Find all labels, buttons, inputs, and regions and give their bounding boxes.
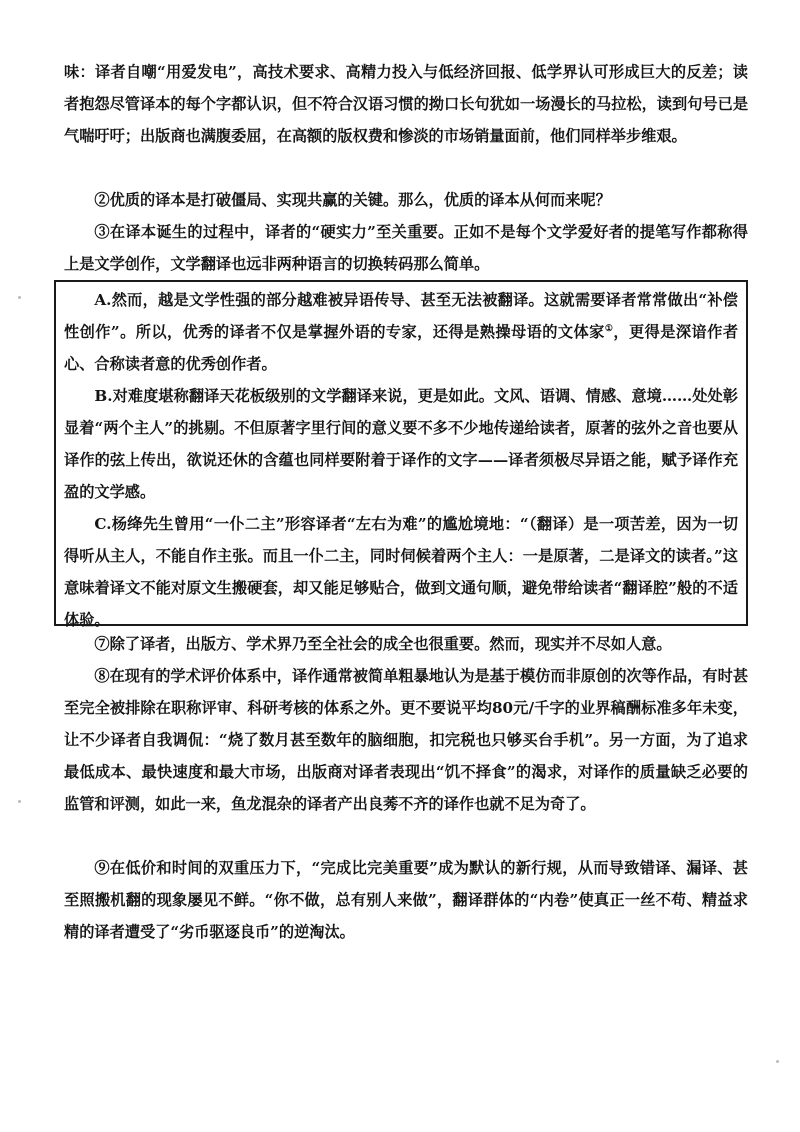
paragraph-9: ⑨在低价和时间的双重压力下，“完成比完美重要”成为默认的新行规，从而导致错译、漏译、甚至照搬机翻的现象屡见不鲜。“你不做，总有别人来做”，翻译群体的“内卷”使真正一丝不苟、精益求精的译者遭受了“劣币驱逐良币”的逆淘汰。 [64, 859, 748, 941]
scan-speck [18, 800, 21, 803]
option-a-tail: ，更得是深谙作者心、合称读者意的优秀创作者。 [64, 323, 739, 373]
option-a [64, 284, 738, 380]
scan-speck [18, 296, 21, 299]
paragraph-2: ②优质的译本是打破僵局、实现共赢的关键。那么，优质的译本从何而来呢？ [94, 191, 611, 209]
footnote-marker: ① [604, 323, 614, 334]
paragraph-8: ⑧在现有的学术评价体系中，译作通常被简单粗暴地认为是基于模仿而非原创的次等作品，有时甚至完全被排除在职称评审、科研考核的体系之外。更不要说平均80元/千字的业界稿酬标准多年未变，让不少译者自我调侃：“烧了数月甚至数年的脑细胞，扣完税也只够买台手机”。另一方面，为了追求最低成本、最快速度和最大市场，出版商对译者表现出“饥不择食”的渴求，对译作的质量缺乏必要的监管和评测，如此一来，鱼龙混杂的译者产出良莠不齐的译作也就不足为奇了。 [64, 667, 748, 813]
option-b: B.对难度堪称翻译天花板级别的文学翻译来说，更是如此。文风、语调、情感、意境……处处彰显着“两个主人”的挑剔。不但原著字里行间的意义要不多不少地传递给读者，原著的弦外之音也要从译作的弦上传出，欲说还休的含蕴也同样要附着于译作的文字——译者须极尽异语之能，赋予译作充盈的文学感。 [64, 387, 738, 501]
scan-speck [776, 1060, 779, 1063]
paragraph-3: ③在译本诞生的过程中，译者的“硬实力”至关重要。正如不是每个文学爱好者的提笔写作都称得上是文学创作，文学翻译也远非两种语言的切换转码那么简单。 [64, 223, 748, 273]
paragraph-7: ⑦除了译者，出版方、学术界乃至全社会的成全也很重要。然而，现实并不尽如人意。 [94, 635, 672, 653]
option-a-text: A.然而，越是文学性强的部分越难被异语传导、甚至无法被翻译。这就需要译者常常做出“补偿性创作”。所以，优秀的译者不仅是掌握外语的专家，还得是熟操母语的文体家 [64, 291, 738, 341]
option-c: C.杨绛先生曾用“一仆二主”形容译者“左右为难”的尴尬境地：“（翻译）是一项苦差，因为一切得听从主人，不能自作主张。而且一仆二主，同时伺候着两个主人：一是原著，二是译文的读者。”这意味着译文不能对原文生搬硬套，却又能足够贴合，做到文通句顺，避免带给读者“翻译腔”般的不适体验。 [64, 515, 738, 629]
sentence-ordering-box [54, 280, 748, 629]
paragraph-1-continuation: 味：译者自嘲“用爱发电”，高技术要求、高精力投入与低经济回报、低学界认可形成巨大的反差；读者抱怨尽管译本的每个字都认识，但不符合汉语习惯的拗口长句犹如一场漫长的马拉松，读到句号已是气喘吁吁；出版商也满腹委屈，在高额的版权费和惨淡的市场销量面前，他们同样举步维艰。 [64, 63, 748, 145]
